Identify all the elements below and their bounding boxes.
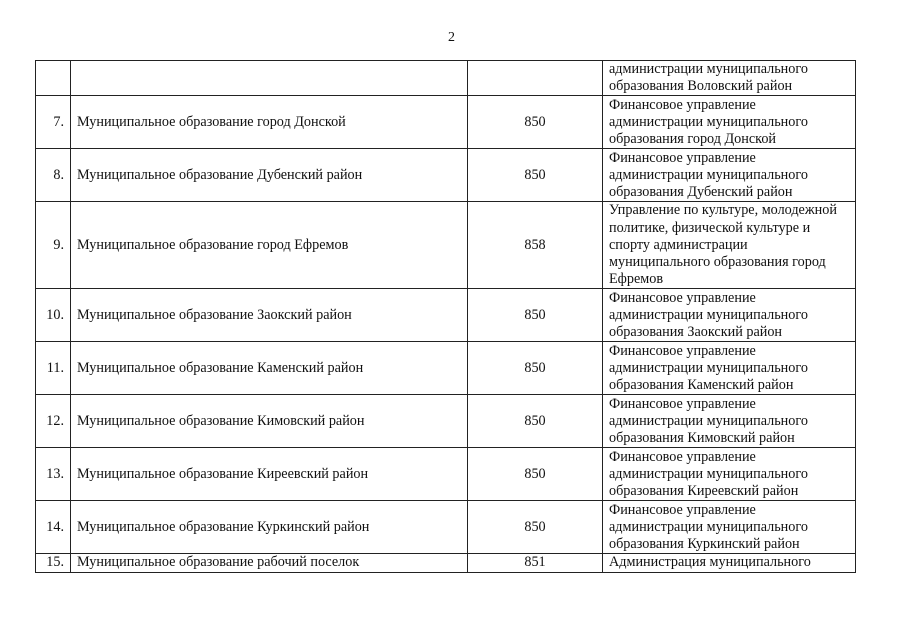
- organization-name: Финансовое управление администрации муниципального образования Куркинский район: [603, 501, 856, 554]
- document-table: [35, 60, 856, 573]
- row-number: 15.: [36, 554, 71, 572]
- table-row: [36, 554, 856, 572]
- organization-name: Администрация муниципального: [603, 554, 856, 572]
- code-cell: 850: [468, 501, 603, 554]
- row-number: 8.: [36, 149, 71, 202]
- organization-name: Финансовое управление администрации муниципального образования Кимовский район: [603, 395, 856, 448]
- row-number: 13.: [36, 448, 71, 501]
- code-cell: [468, 61, 603, 96]
- table-row: [36, 395, 856, 448]
- row-number: 10.: [36, 289, 71, 342]
- row-number: 14.: [36, 501, 71, 554]
- municipality-name: Муниципальное образование рабочий поселок: [71, 554, 468, 572]
- table-row: [36, 448, 856, 501]
- row-number: 12.: [36, 395, 71, 448]
- municipality-name: Муниципальное образование Кимовский район: [71, 395, 468, 448]
- code-cell: 850: [468, 96, 603, 149]
- municipality-name: Муниципальное образование Куркинский район: [71, 501, 468, 554]
- table-row: [36, 289, 856, 342]
- row-number: 11.: [36, 342, 71, 395]
- row-number: 7.: [36, 96, 71, 149]
- code-cell: 850: [468, 342, 603, 395]
- row-number: 9.: [36, 202, 71, 289]
- table-row: [36, 501, 856, 554]
- municipality-name: Муниципальное образование Дубенский район: [71, 149, 468, 202]
- organization-name: Финансовое управление администрации муниципального образования Каменский район: [603, 342, 856, 395]
- table-row: [36, 61, 856, 96]
- code-cell: 850: [468, 395, 603, 448]
- code-cell: 850: [468, 448, 603, 501]
- municipality-name: Муниципальное образование Киреевский район: [71, 448, 468, 501]
- code-cell: 850: [468, 149, 603, 202]
- code-cell: 851: [468, 554, 603, 572]
- table-row: [36, 149, 856, 202]
- organization-name: Финансовое управление администрации муниципального образования Киреевский район: [603, 448, 856, 501]
- table-row: [36, 342, 856, 395]
- organization-name: Финансовое управление администрации муниципального образования город Донской: [603, 96, 856, 149]
- table-row: [36, 96, 856, 149]
- page-number: 2: [448, 30, 455, 45]
- code-cell: 850: [468, 289, 603, 342]
- municipality-name: Муниципальное образование Заокский район: [71, 289, 468, 342]
- municipality-name: Муниципальное образование город Ефремов: [71, 202, 468, 289]
- table-row: [36, 202, 856, 289]
- municipality-name: [71, 61, 468, 96]
- municipality-name: Муниципальное образование Каменский район: [71, 342, 468, 395]
- row-number: [36, 61, 71, 96]
- organization-name: Управление по культуре, молодежной политике, физической культуре и спорту администрации муниципального образования город Ефремов: [603, 202, 856, 289]
- organization-name: Финансовое управление администрации муниципального образования Дубенский район: [603, 149, 856, 202]
- municipality-name: Муниципальное образование город Донской: [71, 96, 468, 149]
- organization-name: администрации муниципального образования Воловский район: [603, 61, 856, 96]
- code-cell: 858: [468, 202, 603, 289]
- organization-name: Финансовое управление администрации муниципального образования Заокский район: [603, 289, 856, 342]
